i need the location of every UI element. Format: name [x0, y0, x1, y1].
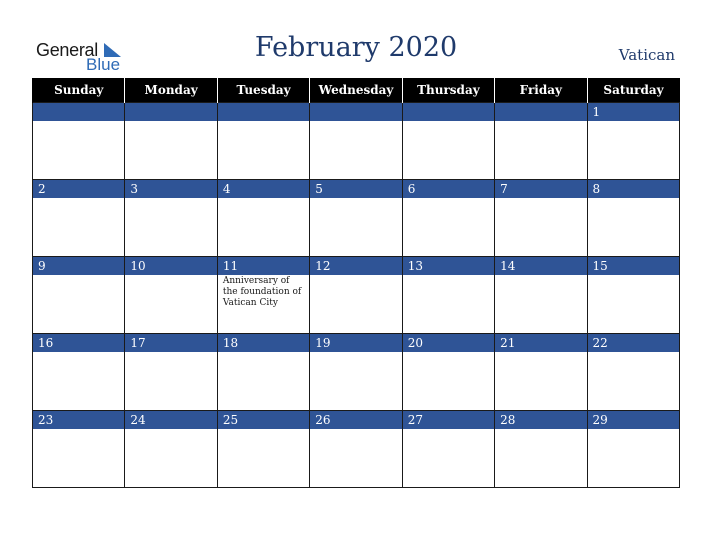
- day-number: 27: [403, 411, 494, 429]
- month-calendar: [32, 78, 680, 488]
- day-number: 26: [310, 411, 401, 429]
- day-cell: [125, 103, 217, 180]
- weekday-header: Friday: [495, 78, 587, 103]
- day-number: [310, 103, 401, 121]
- day-cell: [495, 103, 587, 180]
- day-number: 7: [495, 180, 586, 198]
- week-row: [33, 257, 680, 334]
- day-number: 21: [495, 334, 586, 352]
- day-number: 19: [310, 334, 401, 352]
- day-cell: [33, 411, 125, 488]
- country-label: Vatican: [618, 46, 675, 64]
- day-number: 13: [403, 257, 494, 275]
- day-cell: [402, 103, 494, 180]
- day-cell: [310, 411, 402, 488]
- day-cell: [310, 334, 402, 411]
- day-cell: [217, 334, 309, 411]
- day-cell: [125, 257, 217, 334]
- weekday-header: Monday: [125, 78, 217, 103]
- day-cell: [310, 103, 402, 180]
- day-cell: [33, 180, 125, 257]
- day-cell: [310, 257, 402, 334]
- day-number: 15: [588, 257, 679, 275]
- logo-text-general: General: [36, 40, 98, 60]
- day-number: [403, 103, 494, 121]
- day-number: 11: [218, 257, 309, 275]
- day-number: 28: [495, 411, 586, 429]
- day-cell: [495, 334, 587, 411]
- day-number: [218, 103, 309, 121]
- day-number: 24: [125, 411, 216, 429]
- week-row: [33, 334, 680, 411]
- day-cell: [217, 103, 309, 180]
- day-number: 12: [310, 257, 401, 275]
- weekday-header: Thursday: [402, 78, 494, 103]
- day-cell: [495, 257, 587, 334]
- day-number: 22: [588, 334, 679, 352]
- weekday-header-row: [33, 78, 680, 103]
- day-cell: [495, 180, 587, 257]
- day-cell: [125, 411, 217, 488]
- day-cell: [33, 257, 125, 334]
- holiday-label: Anniversary of the foundation of Vatican City: [222, 276, 302, 308]
- day-number: 1: [588, 103, 679, 121]
- weekday-header: Tuesday: [217, 78, 309, 103]
- day-cell: [587, 411, 679, 488]
- day-cell: [587, 257, 679, 334]
- day-number: 5: [310, 180, 401, 198]
- day-number: [33, 103, 124, 121]
- day-cell: [125, 180, 217, 257]
- day-cell: [587, 103, 679, 180]
- weekday-header: Sunday: [33, 78, 125, 103]
- day-number: 10: [125, 257, 216, 275]
- day-cell: [402, 334, 494, 411]
- day-number: [125, 103, 216, 121]
- day-cell: [217, 180, 309, 257]
- page-title: February 2020: [254, 32, 458, 63]
- day-number: [495, 103, 586, 121]
- day-cell: [495, 411, 587, 488]
- day-number: 6: [403, 180, 494, 198]
- day-number: 9: [33, 257, 124, 275]
- day-number: 8: [588, 180, 679, 198]
- day-cell: [402, 257, 494, 334]
- week-row: [33, 411, 680, 488]
- week-row: [33, 180, 680, 257]
- day-cell: [402, 411, 494, 488]
- day-cell: [587, 180, 679, 257]
- day-cell: [125, 334, 217, 411]
- day-cell: [217, 257, 309, 334]
- day-number: 18: [218, 334, 309, 352]
- day-number: 3: [125, 180, 216, 198]
- day-number: 16: [33, 334, 124, 352]
- day-number: 20: [403, 334, 494, 352]
- day-cell: [217, 411, 309, 488]
- day-number: 23: [33, 411, 124, 429]
- week-row: [33, 103, 680, 180]
- day-cell: [587, 334, 679, 411]
- day-cell: [402, 180, 494, 257]
- day-number: 2: [33, 180, 124, 198]
- day-number: 4: [218, 180, 309, 198]
- day-number: 29: [588, 411, 679, 429]
- day-cell: [33, 103, 125, 180]
- logo-text-blue: Blue: [86, 55, 121, 74]
- weekday-header: Saturday: [587, 78, 679, 103]
- day-cell: [33, 334, 125, 411]
- day-cell: [310, 180, 402, 257]
- day-number: 25: [218, 411, 309, 429]
- weekday-header: Wednesday: [310, 78, 402, 103]
- day-number: 17: [125, 334, 216, 352]
- day-number: 14: [495, 257, 586, 275]
